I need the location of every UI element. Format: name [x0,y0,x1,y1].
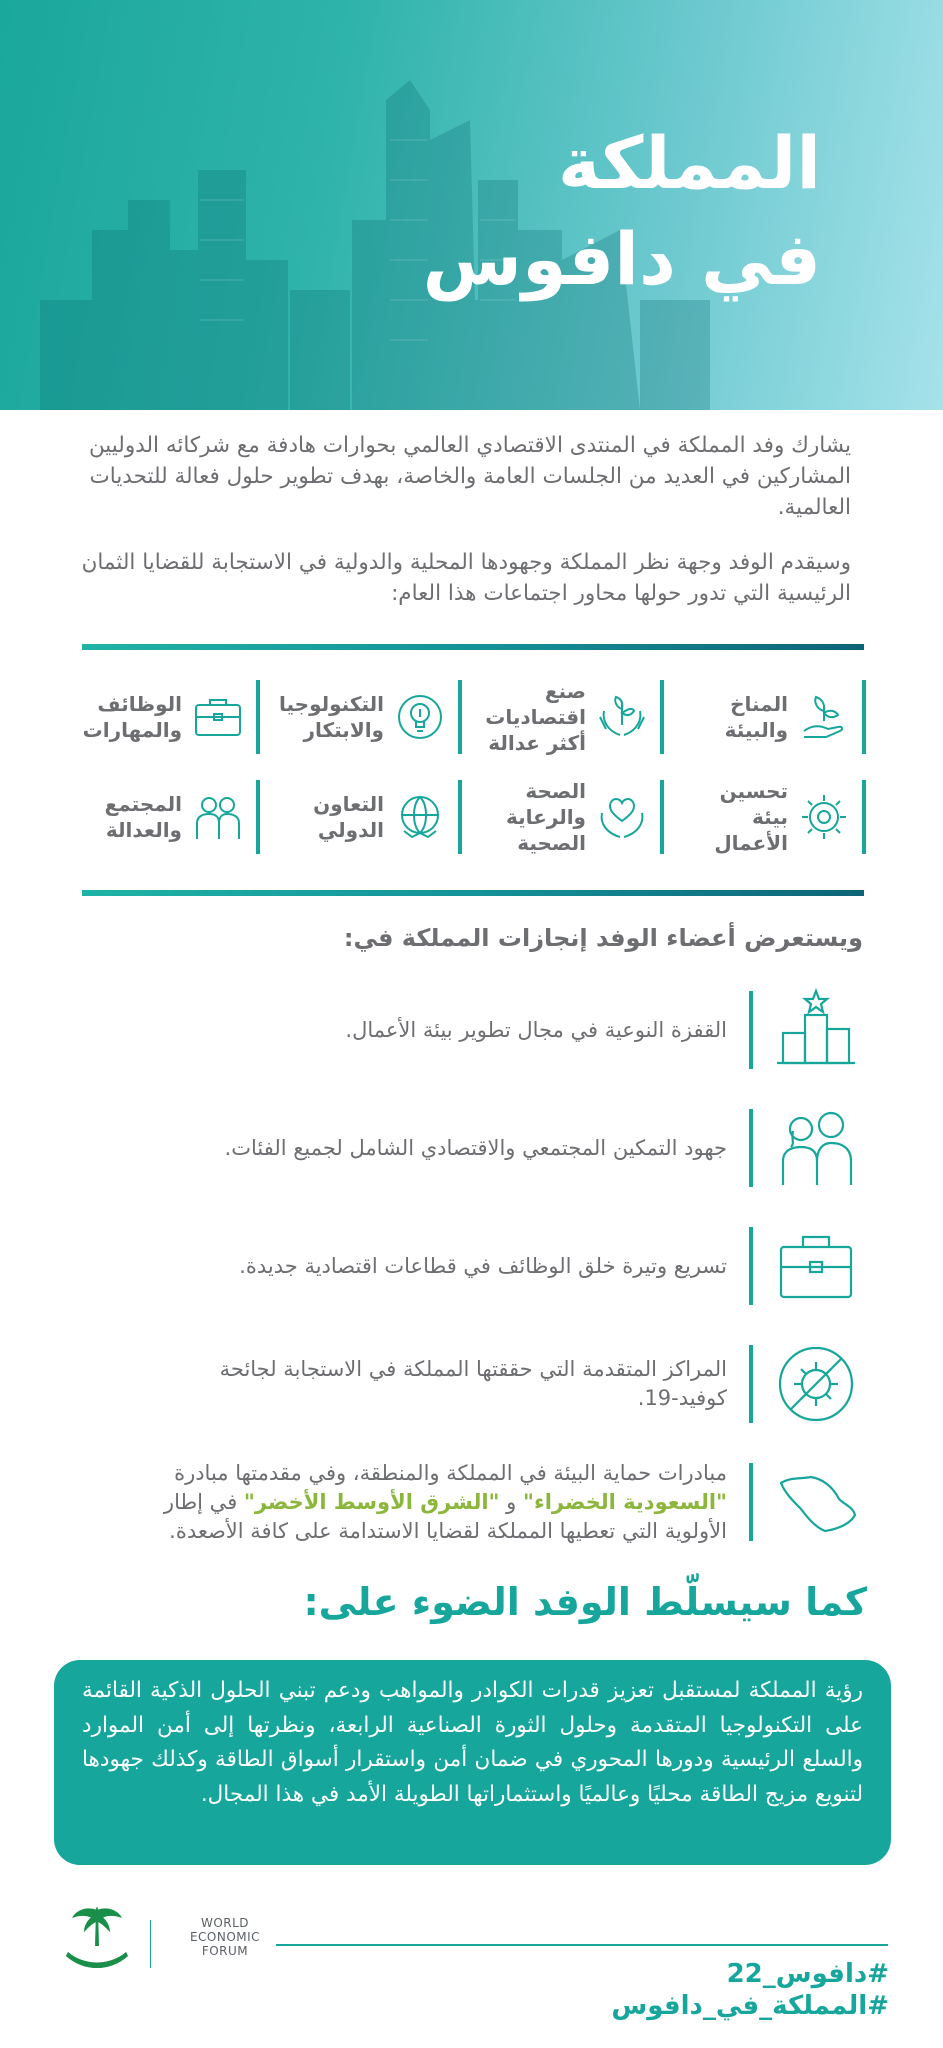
briefcase-icon [192,691,244,743]
achievement-text-before: مبادرات حماية البيئة في المملكة والمنطقة، وفي مقدمتها مبادرة [174,1460,727,1485]
achievement-text: تسريع وتيرة خلق الوظائف في قطاعات اقتصادية جديدة. [239,1253,727,1278]
hero-banner [0,0,943,410]
topic-label: الصحة والرعاية الصحية [505,779,586,855]
topic-label: الوظائف والمهارات [82,692,182,742]
globe-handshake-icon [394,791,446,843]
achievement-bar [749,1227,753,1305]
briefcase-icon [771,1221,861,1311]
intro-text [51,430,851,633]
no-virus-icon [771,1339,861,1429]
spotlight-box [54,1660,891,1865]
achievement-bar [749,991,753,1069]
achievement-text [127,1459,727,1546]
topic-health [474,780,664,854]
topic-business-environment [676,780,866,854]
gear-icon [798,791,850,843]
achievement-text: جهود التمكين المجتمعي والاقتصادي الشامل لجميع الفئات. [224,1135,727,1160]
footer-line [276,1944,888,1946]
intro-paragraph-2: وسيقدم الوفد وجهة نظر المملكة وجهودها المحلية والدولية في الاستجابة للقضايا الثمان الرئيسية التي تدور حولها محاور اجتماعات هذا العام: [81,550,851,606]
highlight-green-saudi: "السعودية الخضراء" [523,1489,727,1514]
heart-hands-icon [596,791,648,843]
hero-title-line1: المملكة [557,121,821,205]
achievement-bar [749,1109,753,1187]
podium-star-icon [771,985,861,1075]
hashtags [611,1958,889,2022]
topic-climate [676,680,866,754]
topic-jobs [70,680,260,754]
wef-logo [170,1916,280,1958]
lightbulb-icon [394,691,446,743]
achievement-item [61,985,861,1075]
achievement-text: القفزة النوعية في مجال تطوير بيئة الأعمال. [345,1017,727,1042]
people-icon [771,1103,861,1193]
spotlight-heading: كما سيسلّط الوفد الضوء على: [303,1580,867,1624]
topic-label: التكنولوجيا والابتكار [279,692,384,742]
achievement-bar [749,1463,753,1541]
topic-label: تحسين بيئة الأعمال [714,779,788,855]
achievement-bar [749,1345,753,1423]
intro-paragraph-1: يشارك وفد المملكة في المنتدى الاقتصادي العالمي بحوارات هادفة مع شركائه الدوليين المشاركين في العديد من الجلسات العامة والخاصة، بهدف تطوير حلول فعالة للتحديات العالمية. [88,433,851,520]
topic-label: صنع اقتصاديات أكثر عدالة [485,679,586,755]
hands-growth-icon [596,691,648,743]
topic-society [70,780,260,854]
achievement-item [61,1103,861,1193]
achievement-item [61,1221,861,1311]
hero-title-line2: في دافوس [422,217,821,301]
achievement-item [61,1457,861,1547]
spotlight-body: رؤية المملكة لمستقبل تعزيز قدرات الكوادر والمواهب ودعم تبني الحلول الذكية القائمة على التكنولوجيا المتقدمة وحلول الثورة الصناعية الرابعة، ونظرتها إلى أمن الموارد والسلع الرئيسية ودورها المحوري في ضمان أمن واستقرار أسواق الطاقة وكذلك جهودها لتنويع مزيج الطاقة محليًا وعالميًا واستثماراتها الطويلة الأمد في هذا المجال. [82,1678,863,1807]
achievement-text: المراكز المتقدمة التي حققتها المملكة في الاستجابة لجائحة كوفيد-19. [219,1357,727,1410]
topic-fair-economies [474,680,664,754]
achievement-item [61,1339,861,1429]
hero-title [423,115,821,307]
wef-line-3: FORUM [201,1944,249,1958]
topic-label: المناخ والبيئة [724,692,788,742]
topics-grid [66,680,866,854]
topic-cooperation [272,780,462,854]
divider-bottom [82,890,864,896]
wef-line-1: WORLD [200,1916,250,1930]
divider-top [82,644,864,650]
topic-label: التعاون الدولي [313,792,384,842]
hashtag-davos22[interactable]: #دافوس_22 [726,1959,889,1989]
topic-technology [272,680,462,754]
achievements-heading: ويستعرض أعضاء الوفد إنجازات المملكة في: [343,924,863,952]
plant-hand-icon [798,691,850,743]
hashtag-kingdom-in-davos[interactable]: #المملكة_في_دافوس [611,1991,889,2021]
highlight-green-middle-east: "الشرق الأوسط الأخضر" [243,1489,500,1514]
topic-label: المجتمع والعدالة [104,792,182,842]
wef-line-2: ECONOMIC [189,1930,261,1944]
saudi-map-icon [771,1457,861,1547]
footer-separator [150,1920,151,1968]
achievement-text-after: في إطار الأولوية التي تعطيها المملكة لقضايا الاستدامة على كافة الأصعدة. [163,1489,727,1543]
people-icon [192,791,244,843]
achievement-connector: و [506,1489,517,1514]
saudi-emblem-logo [62,1900,132,1980]
